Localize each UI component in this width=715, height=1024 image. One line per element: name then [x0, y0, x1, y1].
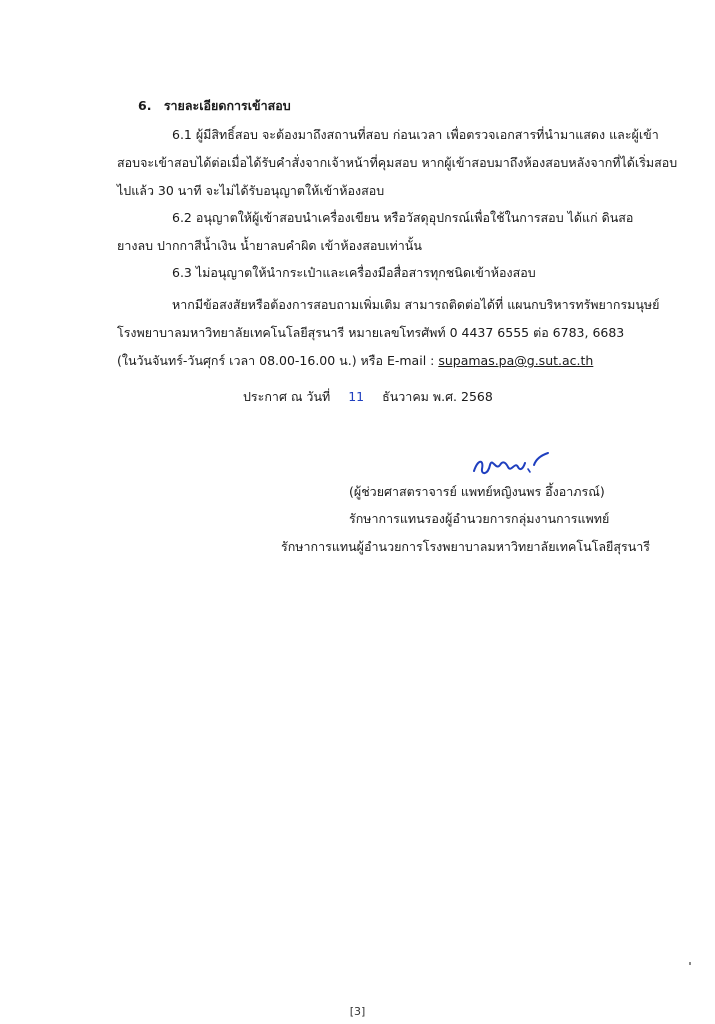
contact-line-1: หากมีข้อสงสัยหรือต้องการสอบถามเพิ่มเติม สามารถติดต่อได้ที่ แผนกบริหารทรัพยากรมนุษย์: [172, 297, 660, 312]
item-6-2-line-1: 6.2 อนุญาตให้ผู้เข้าสอบนำเครื่องเขียน หรือวัสดุอุปกรณ์เพื่อใช้ในการสอบ ได้แก่ ดินสอ: [172, 210, 634, 225]
page-number: [3]: [349, 1005, 366, 1018]
signatory-title-1: รักษาการแทนรองผู้อำนวยการกลุ่มงานการแพทย์: [349, 511, 610, 526]
section-title: รายละเอียดการเข้าสอบ: [163, 98, 291, 113]
signature-graphic: [470, 445, 560, 481]
email-link[interactable]: supamas.pa@g.sut.ac.th: [438, 353, 594, 368]
item-6-1-line-2: สอบจะเข้าสอบได้ต่อเมื่อได้รับคำสั่งจากเจ้าหน้าที่คุมสอบ หากผู้เข้าสอบมาถึงห้องสอบหลังจากที่ได้เริ่มสอบ: [117, 155, 678, 170]
item-6-1-line-1: 6.1 ผู้มีสิทธิ์สอบ จะต้องมาถึงสถานที่สอบ ก่อนเวลา เพื่อตรวจเอกสารที่นำมาแสดง และผู้เข้า: [172, 127, 659, 142]
announcement-day: 11: [348, 389, 365, 404]
section-number: 6.: [138, 98, 152, 113]
item-6-1-line-3: ไปแล้ว 30 นาที จะไม่ได้รับอนุญาตให้เข้าห้องสอบ: [117, 183, 385, 198]
announcement-month-year: ธันวาคม พ.ศ. 2568: [382, 389, 493, 404]
section-heading: [138, 98, 291, 114]
contact-line-3: [117, 353, 593, 369]
handwritten-signature: [470, 445, 560, 481]
contact-line-2: โรงพยาบาลมหาวิทยาลัยเทคโนโลยีสุรนารี หมายเลขโทรศัพท์ 0 4437 6555 ต่อ 6783, 6683: [117, 325, 625, 340]
stray-mark: [689, 962, 691, 965]
announcement-prefix: ประกาศ ณ วันที่: [243, 389, 331, 404]
item-6-2-line-2: ยางลบ ปากกาสีน้ำเงิน น้ำยาลบคำผิด เข้าห้องสอบเท่านั้น: [117, 238, 422, 253]
item-6-3: 6.3 ไม่อนุญาตให้นำกระเป๋าและเครื่องมือสื่อสารทุกชนิดเข้าห้องสอบ: [172, 265, 536, 280]
announcement-date: [243, 389, 493, 405]
signatory-title-2: รักษาการแทนผู้อำนวยการโรงพยาบาลมหาวิทยาลัยเทคโนโลยีสุรนารี: [281, 539, 650, 554]
contact-hours: (ในวันจันทร์-วันศุกร์ เวลา 08.00-16.00 น.) หรือ E-mail :: [117, 353, 439, 368]
signatory-name: (ผู้ช่วยศาสตราจารย์ แพทย์หญิงนพร อึ้งอาภรณ์): [349, 484, 605, 499]
